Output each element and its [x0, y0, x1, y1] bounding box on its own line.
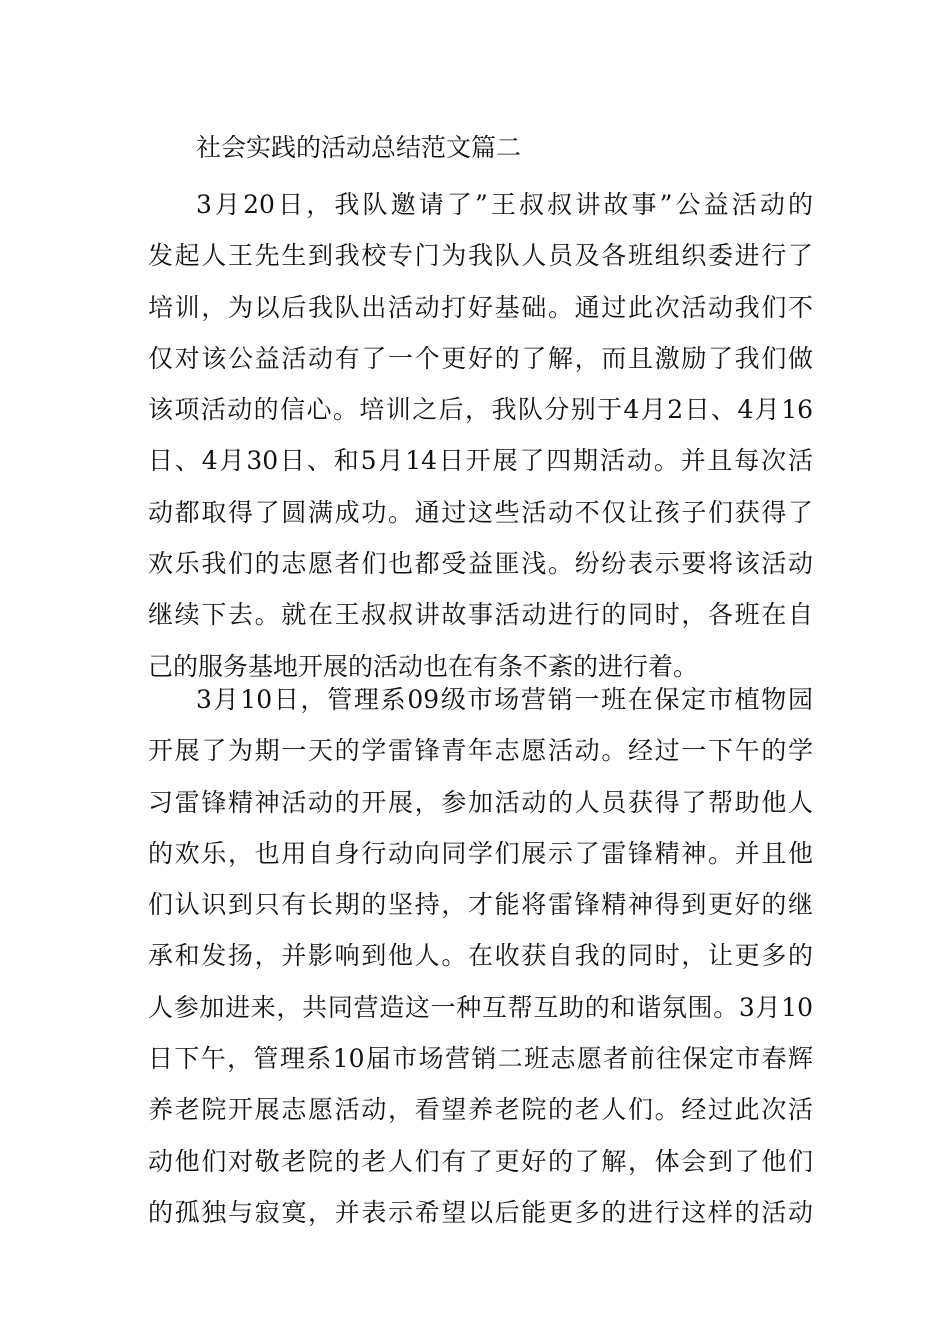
paragraph-line: 3月10日，管理系09级市场营销一班在保定市植物园: [196, 685, 813, 714]
paragraph-line: 的孤独与寂寞，并表示希望以后能更多的进行这样的活动: [148, 1197, 813, 1227]
paragraph-line: 动都取得了圆满成功。通过这些活动不仅让孩子们获得了: [148, 497, 813, 527]
paragraph-line: 3月20日，我队邀请了”王叔叔讲故事”公益活动的: [196, 190, 813, 219]
paragraph-line: 该项活动的信心。培训之后，我队分别于4月2日、4月16: [148, 395, 813, 425]
paragraph-2: [148, 674, 813, 1238]
paragraph-line: 承和发扬，并影响到他人。在收获自我的同时，让更多的: [148, 941, 813, 971]
paragraph-line: 习雷锋精神活动的开展，参加活动的人员获得了帮助他人: [148, 787, 813, 817]
paragraph-line: 人参加进来，共同营造这一种互帮互助的和谐氛围。3月10: [148, 992, 813, 1022]
paragraph-line: 动他们对敬老院的老人们有了更好的了解，体会到了他们: [148, 1146, 813, 1176]
paragraph-line: 己的服务基地开展的活动也在有条不紊的进行着。: [148, 651, 699, 681]
paragraph-line: 继续下去。就在王叔叔讲故事活动进行的同时，各班在自: [148, 600, 813, 630]
paragraph-line: 开展了为期一天的学雷锋青年志愿活动。经过一下午的学: [148, 736, 813, 766]
paragraph-line: 仅对该公益活动有了一个更好的了解，而且激励了我们做: [148, 343, 813, 373]
paragraph-line: 日下午，管理系10届市场营销二班志愿者前往保定市春辉: [148, 1044, 813, 1074]
paragraph-line: 日、4月30日、和5月14日开展了四期活动。并且每次活: [148, 446, 813, 476]
paragraph-1: [148, 179, 813, 692]
paragraph-line: 发起人王先生到我校专门为我队人员及各班组织委进行了: [148, 241, 813, 271]
paragraph-line: 的欢乐，也用自身行动向同学们展示了雷锋精神。并且他: [148, 838, 813, 868]
paragraph-line: 养老院开展志愿活动，看望养老院的老人们。经过此次活: [148, 1095, 813, 1125]
paragraph-line: 培训，为以后我队出活动打好基础。通过此次活动我们不: [148, 292, 813, 322]
document-title: 社会实践的活动总结范文篇二: [196, 133, 522, 162]
paragraph-line: 欢乐我们的志愿者们也都受益匪浅。纷纷表示要将该活动: [148, 549, 813, 579]
paragraph-line: 们认识到只有长期的坚持，才能将雷锋精神得到更好的继: [148, 890, 813, 920]
